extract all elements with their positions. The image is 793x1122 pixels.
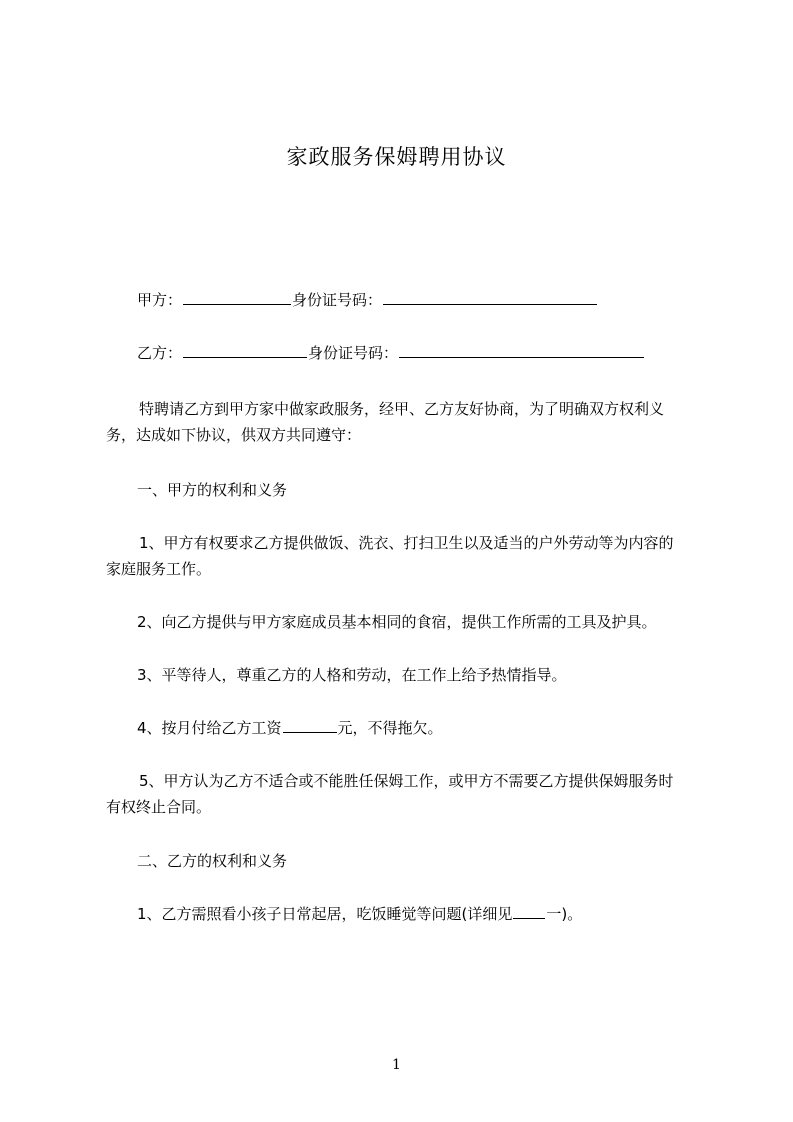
party-a-line bbox=[137, 290, 598, 310]
section-1-item-2: 2、向乙方提供与甲方家庭成员基本相同的食宿，提供工作所需的工具及护具。 bbox=[137, 613, 657, 631]
section-1-item-5-line-2: 有权终止合同。 bbox=[106, 798, 212, 816]
section-1-heading: 一、甲方的权利和义务 bbox=[137, 481, 288, 499]
party-a-id-blank bbox=[383, 290, 597, 305]
party-a-id-label: 身份证号码： bbox=[292, 291, 383, 309]
section-1-item-1-line-1: 1、甲方有权要求乙方提供做饭、洗衣、打扫卫生以及适当的户外劳动等为内容的 bbox=[139, 534, 674, 552]
intro-line-1: 特聘请乙方到甲方家中做家政服务，经甲、乙方友好协商，为了明确双方权利义 bbox=[139, 400, 665, 418]
salary-blank bbox=[283, 718, 337, 733]
section-2-item-1-suffix: 一)。 bbox=[546, 905, 583, 923]
page-number: 1 bbox=[392, 1057, 401, 1073]
party-b-id-blank bbox=[399, 343, 644, 358]
party-a-label: 甲方： bbox=[137, 291, 183, 309]
appendix-blank bbox=[513, 904, 545, 919]
party-b-id-label: 身份证号码： bbox=[308, 344, 399, 362]
section-2-item-1-text: 1、乙方需照看小孩子日常起居，吃饭睡觉等问题(详细见 bbox=[137, 905, 513, 923]
party-b-label: 乙方： bbox=[137, 344, 183, 362]
section-1-item-4 bbox=[137, 718, 443, 738]
section-2-heading: 二、乙方的权利和义务 bbox=[137, 852, 288, 870]
section-2-item-1 bbox=[137, 904, 582, 924]
intro-line-2: 务，达成如下协议，供双方共同遵守： bbox=[106, 426, 362, 444]
party-b-line bbox=[137, 343, 645, 363]
salary-label: 4、按月付给乙方工资 bbox=[137, 719, 282, 737]
section-1-item-1-line-2: 家庭服务工作。 bbox=[106, 560, 212, 578]
party-b-name-blank bbox=[183, 343, 307, 358]
document-title: 家政服务保姆聘用协议 bbox=[286, 145, 507, 169]
section-1-item-5-line-1: 5、甲方认为乙方不适合或不能胜任保姆工作，或甲方不需要乙方提供保姆服务时 bbox=[139, 772, 674, 790]
party-a-name-blank bbox=[183, 290, 291, 305]
salary-suffix: 元，不得拖欠。 bbox=[337, 719, 443, 737]
section-1-item-3: 3、平等待人，尊重乙方的人格和劳动，在工作上给予热情指导。 bbox=[137, 666, 567, 684]
